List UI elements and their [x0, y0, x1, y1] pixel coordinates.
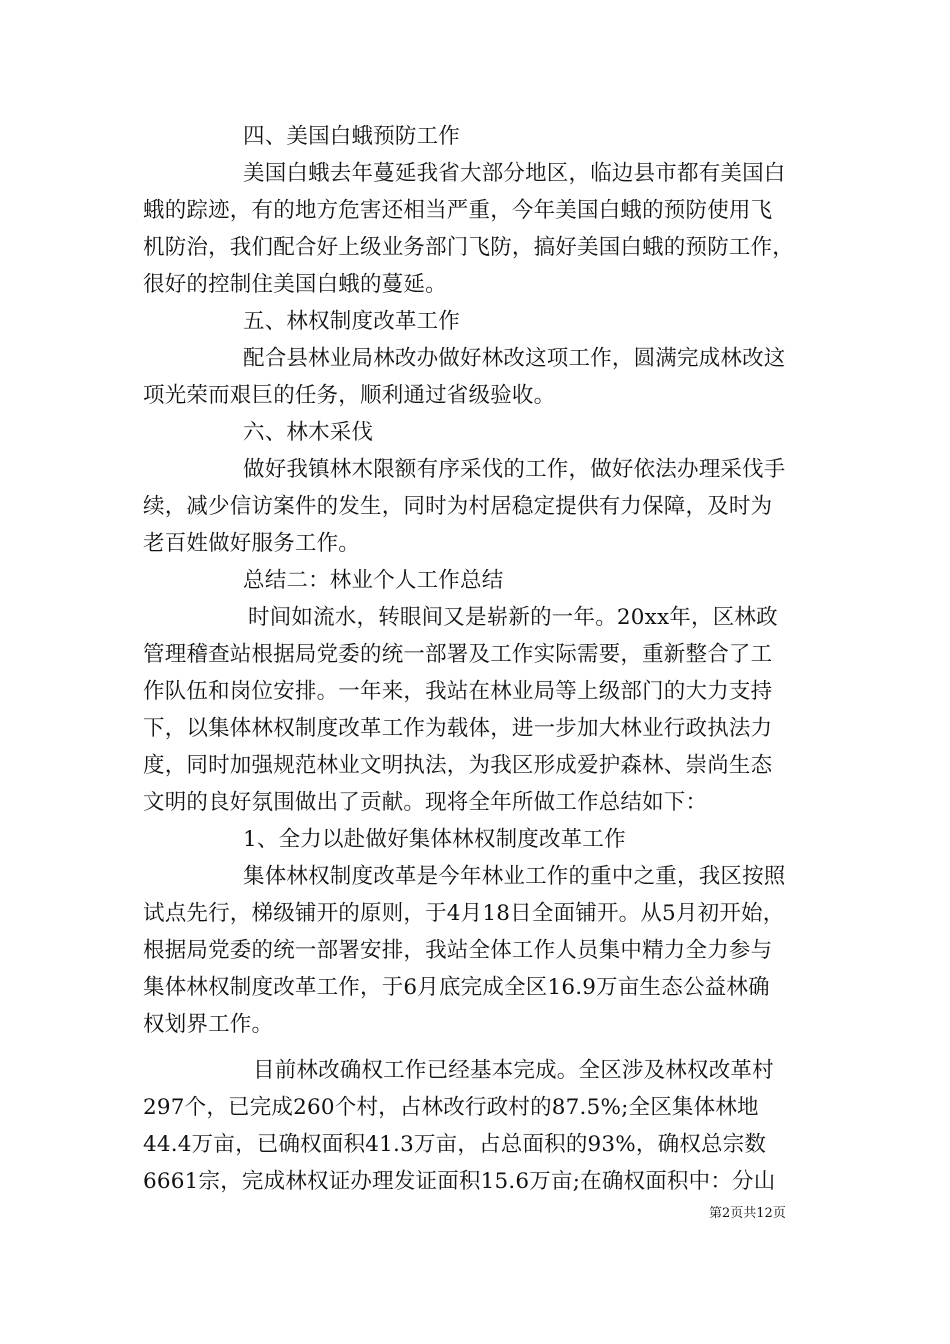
paragraph-line: 美国白蛾去年蔓延我省大部分地区，临边县市都有美国白 — [243, 161, 786, 186]
paragraph-line: 做好我镇林木限额有序采伐的工作，做好依法办理采伐手 — [243, 457, 786, 482]
paragraph-line: 集体林权制度改革是今年林业工作的重中之重，我区按照 — [243, 864, 786, 889]
paragraph-line: 试点先行，梯级铺开的原则，于4月18日全面铺开。从5月初开始， — [143, 901, 785, 926]
paragraph-line: 下，以集体林权制度改革工作为载体，进一步加大林业行政执法力 — [143, 716, 773, 741]
paragraph-line: 集体林权制度改革工作，于6月底完成全区16.9万亩生态公益林确 — [143, 975, 770, 1000]
paragraph-line: 文明的良好氛围做出了贡献。现将全年所做工作总结如下： — [143, 790, 708, 815]
paragraph-line: 机防治，我们配合好上级业务部门飞防，搞好美国白蛾的预防工作， — [143, 235, 795, 260]
paragraph-line: 目前林改确权工作已经基本完成。全区涉及林权改革村 — [253, 1058, 774, 1083]
paragraph-line: 配合县林业局林改办做好林改这项工作，圆满完成林改这 — [243, 346, 786, 371]
paragraph-line: 时间如流水，转眼间又是崭新的一年。20xx年，区林政 — [248, 605, 778, 630]
paragraph-line: 项光荣而艰巨的任务，顺利通过省级验收。 — [143, 383, 556, 408]
paragraph-line: 蛾的踪迹，有的地方危害还相当严重，今年美国白蛾的预防使用飞 — [143, 198, 773, 223]
paragraph-line: 很好的控制住美国白蛾的蔓延。 — [143, 272, 447, 297]
paragraph-line: 44.4万亩，已确权面积41.3万亩，占总面积的93%，确权总宗数 — [143, 1132, 767, 1157]
paragraph-line: 作队伍和岗位安排。一年来，我站在林业局等上级部门的大力支持 — [143, 679, 773, 704]
document-body — [143, 118, 821, 1200]
paragraph-line: 管理稽查站根据局党委的统一部署及工作实际需要，重新整合了工 — [143, 642, 773, 667]
paragraph-line: 度，同时加强规范林业文明执法，为我区形成爱护森林、崇尚生态 — [143, 753, 773, 778]
paragraph-line: 老百姓做好服务工作。 — [143, 531, 361, 556]
paragraph-line: 权划界工作。 — [143, 1012, 274, 1037]
paragraph-line: 续，减少信访案件的发生，同时为村居稳定提供有力保障，及时为 — [143, 494, 773, 519]
paragraph-line: 297个，已完成260个村，占林改行政村的87.5%;全区集体林地 — [143, 1095, 759, 1120]
section-heading-forest-rights: 五、林权制度改革工作 — [243, 309, 461, 334]
section-heading-white-moth: 四、美国白蛾预防工作 — [243, 124, 461, 149]
subsection-heading-reform: 1、全力以赴做好集体林权制度改革工作 — [243, 827, 626, 852]
paragraph-line: 6661宗，完成林权证办理发证面积15.6万亩;在确权面积中：分山 — [143, 1169, 776, 1194]
page-number: 第2页共12页 — [709, 1206, 786, 1221]
section-heading-logging: 六、林木采伐 — [243, 420, 374, 445]
summary-two-heading: 总结二：林业个人工作总结 — [243, 568, 504, 593]
paragraph-line: 根据局党委的统一部署安排，我站全体工作人员集中精力全力参与 — [143, 938, 773, 963]
